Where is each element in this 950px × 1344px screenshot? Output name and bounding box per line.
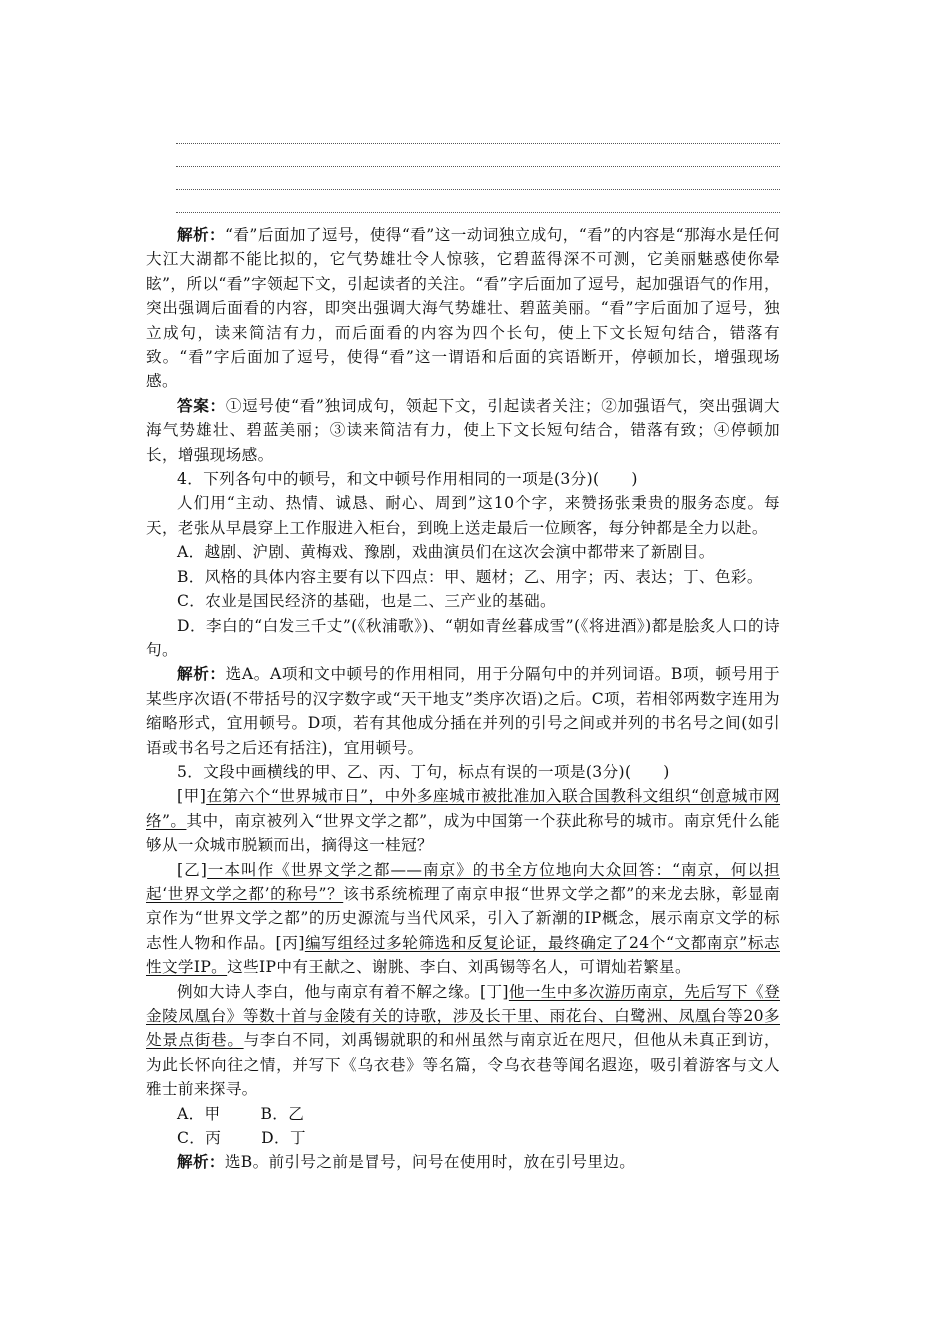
- answer-line: [176, 143, 780, 144]
- paragraph-text: 与李白不同，刘禹锡就职的和州虽然与南京近在咫尺，但他从未真正到访，为此长怀向往之情，并写下《乌衣巷》等名篇，令乌衣巷等闻名遐迩，吸引着游客与文人雅士前来探寻。: [146, 1031, 780, 1099]
- analysis-label: 解析：: [177, 1152, 225, 1172]
- q4-option-b: B．风格的具体内容主要有以下四点：甲、题材；乙、用字；丙、表达；丁、色彩。: [177, 567, 763, 586]
- analysis-text: 选B。前引号之前是冒号，问号在使用时，放在引号里边。: [224, 1153, 636, 1172]
- q4-option-a: A．越剧、沪剧、黄梅戏、豫剧，戏曲演员们在这次会演中都带来了新剧目。: [177, 543, 715, 562]
- q3-answer: [146, 394, 780, 467]
- q5-option-d: D．丁: [261, 1129, 306, 1148]
- mark-yi: [乙]: [177, 860, 208, 879]
- q5-options-row-2: [146, 1126, 780, 1150]
- q4-analysis: [146, 662, 780, 760]
- answer-label: 答案：: [177, 395, 226, 415]
- q4-option-c: C．农业是国民经济的基础，也是二、三产业的基础。: [177, 592, 556, 611]
- paragraph-text: 其中，南京被列入“世界文学之都”，成为中国第一个获此称号的城市。南京凭什么能够从一众城市脱颖而出，摘得这一桂冠？: [146, 811, 780, 855]
- answer-line: [176, 166, 780, 167]
- underlined-sentence-jia: 在第六个“世界城市日”，中外多座城市被批准加入联合国教科文组织“创意城市网络”。: [146, 787, 781, 830]
- q4-option-d: D．李白的“白发三千丈”(《秋浦歌》)、“朝如青丝暮成雪”(《将进酒》)都是脍炙人口的诗句。: [146, 616, 780, 659]
- q5-option-b: B．乙: [260, 1104, 305, 1123]
- analysis-text: 选A。A项和文中顿号的作用相同，用于分隔句中的并列词语。B项，顿号用于某些序次语(不带括号的汉字数字或“天干地支”类序次语)之后。C项，若相邻两数字连用为缩略形式，宜用顿号。D项，若有其他成分插在并列的引号之间或并列的书名号之间(如引语或书名号之后还有括注)，宜用顿号。: [146, 665, 780, 757]
- q5-option-a: A．甲: [177, 1104, 221, 1123]
- q5-paragraph-1: [146, 784, 780, 857]
- mark-jia: [甲]: [177, 787, 207, 806]
- q5-option-c: C．丙: [177, 1129, 222, 1148]
- mark-ding: [丁]: [480, 982, 509, 1001]
- mark-bing: [丙]: [275, 933, 305, 952]
- q5-stem: 5．文段中画横线的甲、乙、丙、丁句，标点有误的一项是(3分)( ): [177, 762, 670, 781]
- analysis-label: 解析：: [177, 664, 226, 684]
- q5-options-row-1: [146, 1102, 780, 1126]
- analysis-label: 解析：: [177, 225, 226, 244]
- answer-lines: [146, 130, 780, 213]
- paragraph-text: 这些IP中有王献之、谢朓、李白、刘禹锡等名人，可谓灿若繁星。: [227, 958, 691, 977]
- underlined-sentence-ding: 他一生中多次游历南京，先后写下《登金陵凤凰台》等数十首与金陵有关的诗歌，涉及长干里、雨花台、白鹭洲、凤凰台等20多处景点街巷。: [146, 982, 781, 1050]
- q5-paragraph-2: [146, 858, 780, 980]
- answer-line: [176, 212, 780, 213]
- answer-line: [176, 189, 780, 190]
- q5-analysis: [146, 1150, 780, 1174]
- answer-text: ①逗号使“看”独词成句，领起下文，引起读者关注；②加强语气，突出强调大海气势雄壮、碧蓝美丽；③读来简洁有力，使上下文长短句结合，错落有致；④停顿加长，增强现场感。: [146, 396, 780, 464]
- underlined-sentence-yi: 一本叫作《世界文学之都——南京》的书全方位地向大众回答：“南京，何以担起‘世界文学之都’的称号”？: [146, 860, 780, 903]
- document-page: [146, 130, 780, 1175]
- underlined-sentence-bing: 编写组经过多轮筛选和反复论证，最终确定了24个“文都南京”标志性文学IP。: [146, 933, 780, 977]
- analysis-text: “看”后面加了逗号，使得“看”这一动词独立成句，“看”的内容是“那海水是任何大江大湖都不能比拟的，它气势雄壮令人惊骇，它碧蓝得深不可测，它美丽魅惑使你晕眩”，所以“看”字领起下文，引起读者的关注。“看”字后面加了逗号，起加强语气的作用，突出强调后面看的内容，即突出强调大海气势雄壮、碧蓝美丽。“看”字后面加了逗号，独立成句，读来简洁有力，而后面看的内容为四个长句，使上下文长短句结合，错落有致。“看”字后面加了逗号，使得“看”这一谓语和后面的宾语断开，停顿加长，增强现场感。: [146, 226, 780, 391]
- paragraph-text: 该书系统梳理了南京申报“世界文学之都”的来龙去脉，彰显南京作为“世界文学之都”的历史源流与当代风采，引入了新潮的IP概念，展示南京文学的标志性人物和作品。: [146, 884, 780, 952]
- q4-stem: 4．下列各句中的顿号，和文中顿号作用相同的一项是(3分)( ): [177, 470, 638, 489]
- q3-analysis: [146, 223, 780, 394]
- q5-paragraph-3: [146, 980, 780, 1102]
- paragraph-text: 例如大诗人李白，他与南京有着不解之缘。: [177, 982, 481, 1001]
- q4-passage: 人们用“主动、热情、诚恳、耐心、周到”这10个字，来赞扬张秉贵的服务态度。每天，老张从早晨穿上工作服进入柜台，到晚上送走最后一位顾客，每分钟都是全力以赴。: [146, 494, 780, 537]
